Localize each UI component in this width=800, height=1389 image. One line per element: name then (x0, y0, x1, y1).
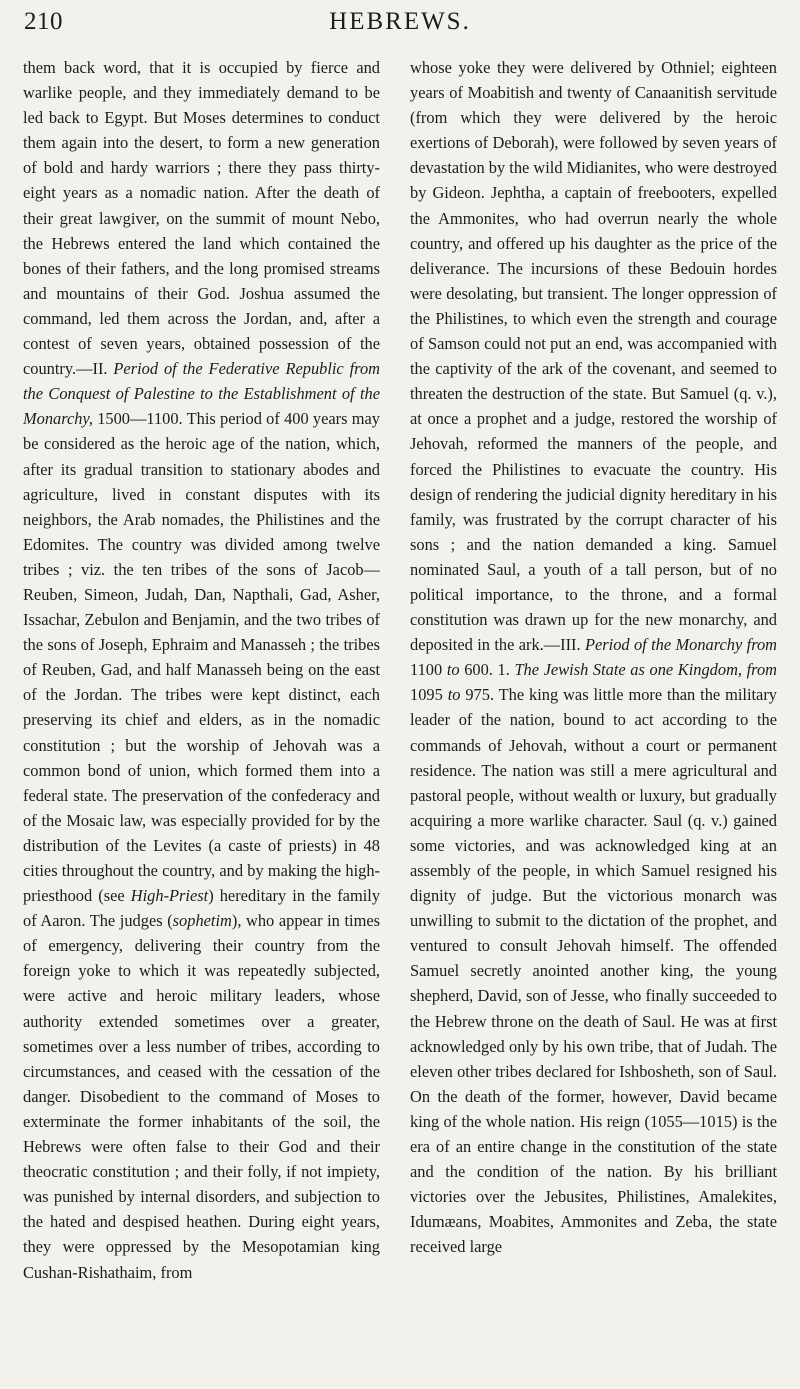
text-segment: 1500—1100. This period of 400 years may be considered as the heroic age of the nation, which, after its gradual transition to stationary abodes and agriculture, lived in constant disputes with its neighbors, the Arab nomades, the Philistines and the Edomites. The country was divided among twelve tribes ; viz. the ten tribes of the sons of Jacob—Reuben, Simeon, Judah, Dan, Napthali, Gad, Asher, Issachar, Zebulon and Benjamin, and the two tribes of the sons of Joseph, Ephraim and Manasseh ; the tribes of Reuben, Gad, and half Manasseh being on the east of the Jordan. The tribes were kept distinct, each preserving its chief and elders, as in the nomadic constitution ; but the worship of Jehovah was a common bond of union, which formed them into a federal state. The preservation of the confederacy and of the Mosaic law, was especially provided for by the distribution of the Levites (a caste of priests) in 48 cities throughout the country, and by making the high-priesthood (see (23, 409, 380, 906)
left-column-text (23, 55, 380, 1285)
period-heading: Period of the Federative Republic from the Conquest of Palestine to the Establishment of the Monarchy, (23, 359, 380, 429)
page-number: 210 (24, 8, 63, 35)
text-segment: 1095 (410, 685, 448, 705)
italic-word: to (446, 660, 460, 680)
text-segment: 975. The king was little more than the military leader of the nation, bound to act according to the commands of Jehovah, without a court or permanent residence. The nation was still a mere agricultural and pastoral people, without wealth or luxury, but gradually acquiring a more warlike character. Saul (q. v.) gained some victories, and was acknowledged king at an assembly of the people, in which Samuel resigned his dignity of judge. But the victorious monarch was unwilling to submit to the dictation of the prophet, and ventured to consult Jehovah himself. The offended Samuel secretly anointed another king, the young shepherd, David, son of Jesse, who finally succeeded to the Hebrew throne on the death of Saul. He was at first acknowledged only by his own tribe, that of Judah. The eleven other tribes declared for Ishbosheth, son of Saul. On the death of the former, however, David became king of the whole nation. His reign (1055—1015) is the era of an entire change in the constitution of the state and the condition of the nation. By his brilliant victories over the Jebusites, Philistines, Amalekites, Idumæans, Moabites, Ammonites and Zeba, the state received large (410, 685, 777, 1257)
text-segment: 600. 1. (459, 660, 515, 680)
italic-term: sophetim (172, 911, 232, 931)
text-segment: them back word, that it is occupied by fierce and warlike people, and they immediately demand to be led back to Egypt. But Moses determines to conduct them again into the desert, to form a new generation of bold and hardy warriors ; there they pass thirty-eight years as a nomadic nation. After the death of their great lawgiver, on the summit of mount Nebo, the Hebrews entered the land which contained the bones of their fathers, and the long promised streams and mountains of their God. Joshua assumed the command, led them across the Jordan, and, after a contest of seven years, obtained possession of the country.—II. (23, 58, 380, 379)
right-column-text (410, 55, 777, 1260)
text-segment: ), who appear in times of emergency, delivering their country from the foreign yoke to which it was repeatedly subjected, were active and heroic military leaders, whose authority extended sometimes over a greater, sometimes over a less number of tribes, according to circumstances, and ceased with the cessation of the danger. Disobedient to the command of Moses to exterminate the former inhabitants of the soil, the Hebrews were often false to their God and their theocratic constitution ; and their folly, if not impiety, was punished by internal disorders, and subjection to the hated and despised heathen. During eight years, they were oppressed by the Mesopotamian king Cushan-Rishathaim, from (23, 911, 380, 1282)
right-column (410, 55, 777, 1385)
cross-reference: High-Priest (130, 886, 209, 906)
page-header (0, 6, 800, 46)
italic-word: to (447, 685, 461, 705)
text-segment: 1100 (410, 660, 447, 680)
text-segment: whose yoke they were delivered by Othniel; eighteen years of Moabitish and twenty of Canaanitish servitude (from which they were delivered by the heroic exertions of Deborah), were followed by seven years of devastation by the wild Midianites, who were destroyed by Gideon. Jephtha, a captain of freebooters, expelled the Ammonites, who had overrun nearly the whole country, and offered up his daughter as the price of the deliverance. The incursions of these Bedouin hordes were desolating, but transient. The longer oppression of the Philistines, to which even the strength and courage of Samson could not put an end, was accompanied with the captivity of the ark of the covenant, and seemed to threaten the destruction of the state. But Samuel (q. v.), at once a prophet and a judge, restored the worship of Jehovah, reformed the manners of the people, and forced the Philistines to evacuate the country. His design of rendering the judicial dignity hereditary in his family, was frustrated by the corrupt character of his sons ; and the nation demanded a king. Samuel nominated Saul, a youth of a tall person, but of no political importance, to the throne, and a formal constitution was drawn up for the new monarchy, and deposited in the ark.—III. (410, 58, 777, 655)
running-title: HEBREWS. (329, 8, 471, 35)
left-column (23, 55, 380, 1385)
text-segment: ) hereditary in the family of Aaron. The judges ( (23, 886, 380, 931)
period-heading: Period of the Monarchy from (585, 635, 777, 655)
section-subheading: The Jewish State as one Kingdom, from (514, 660, 777, 680)
